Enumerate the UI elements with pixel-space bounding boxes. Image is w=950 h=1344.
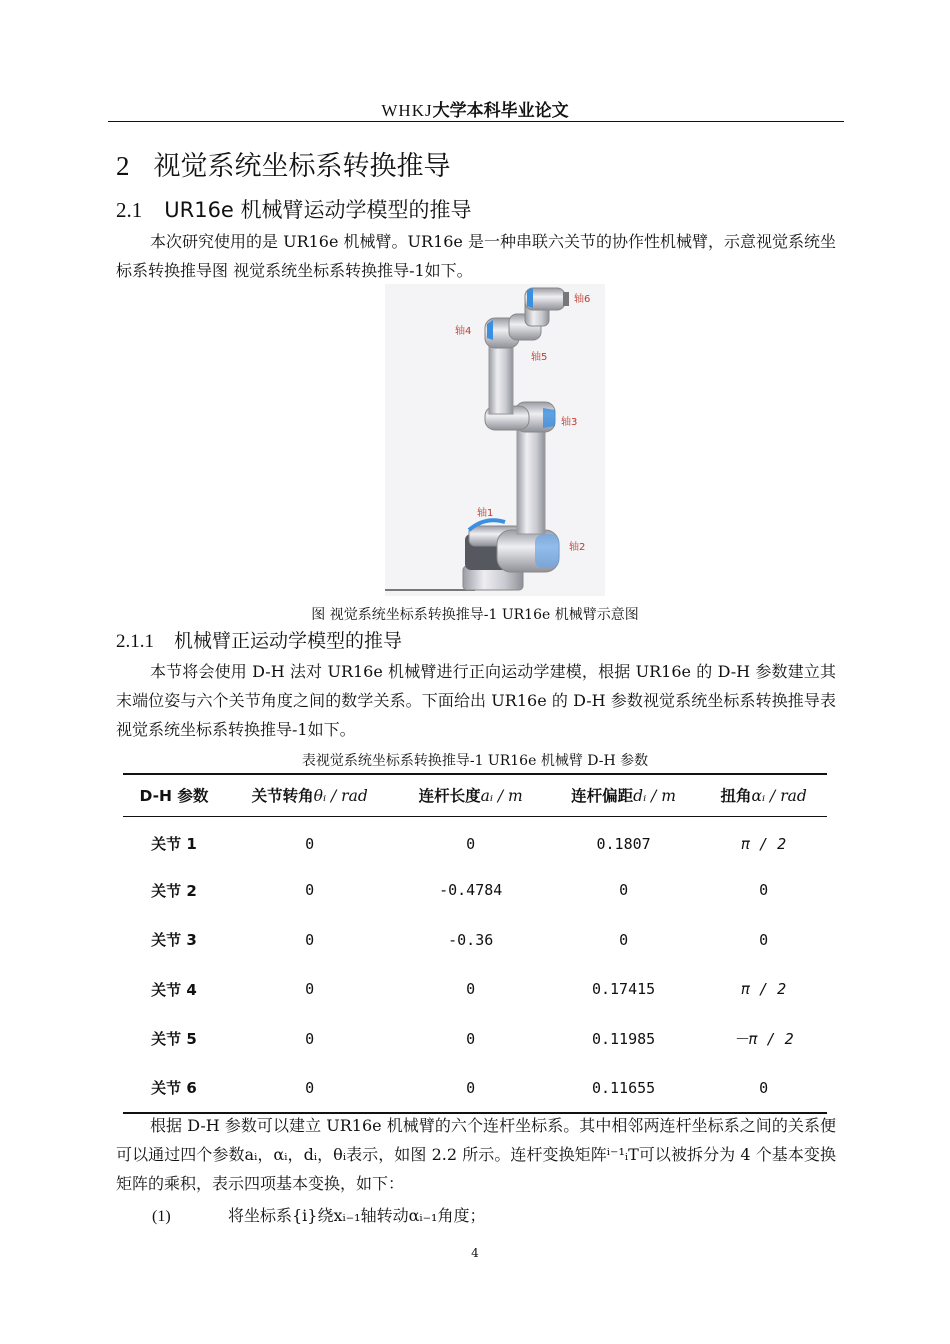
header-twist-angle — [700, 774, 827, 816]
header-joint-angle — [225, 774, 395, 816]
robot-arm-illustration — [385, 284, 605, 596]
section-number: 2.1 — [116, 198, 143, 222]
section-title: UR16e 机械臂运动学模型的推导 — [164, 198, 472, 222]
chapter-number: 2 — [116, 151, 130, 181]
header-link-length — [394, 774, 546, 816]
header-math: θᵢ / rad — [313, 787, 368, 806]
axis3-label: 轴3 — [561, 417, 578, 428]
table-cell: 0.11655 — [591, 1078, 656, 1097]
paragraph-link-frames — [116, 1111, 836, 1198]
table-row — [123, 866, 827, 916]
axis1-label: 轴1 — [477, 508, 494, 519]
table-cell: 0 — [466, 1078, 476, 1097]
table-cell: 0 — [305, 930, 315, 949]
header-rule — [108, 121, 844, 122]
dh-parameter-table — [123, 773, 827, 1114]
paragraph-intro — [116, 227, 836, 285]
paragraph-link-frames-text: 根据 D-H 参数可以建立 UR16e 机械臂的六个连杆坐标系。其中相邻两连杆坐标系之间的关系便可以通过四个参数aᵢ，αᵢ，dᵢ，θᵢ表示，如图 2.2 所示。连杆变换矩阵ⁱ⁻¹ᵢT可以被拆分为 4 个基本变换矩阵的乘积，表示四项基本变换，如下： — [116, 1116, 836, 1193]
table-cell: 0 — [305, 1078, 315, 1097]
header-math: αᵢ / rad — [751, 787, 807, 806]
running-header — [108, 96, 842, 121]
table-cell: 关节 1 — [151, 835, 197, 853]
axis5-label: 轴5 — [531, 352, 548, 363]
subsection-number: 2.1.1 — [116, 631, 154, 652]
table-header-row — [123, 774, 827, 816]
header-label: 连杆长度 — [418, 787, 481, 806]
chapter-heading — [116, 144, 451, 183]
table-cell: 0.11985 — [591, 1029, 656, 1048]
subsection-title: 机械臂正运动学模型的推导 — [174, 630, 403, 652]
paragraph-dh-intro-text: 本节将会使用 D-H 法对 UR16e 机械臂进行正向运动学建模，根据 UR16e 的 D-H 参数建立其末端位姿与六个关节角度之间的数学关系。下面给出 UR16e 的 D-H 参数视觉系统坐标系转换推导表视觉系统坐标系转换推导-1如下。 — [116, 662, 836, 739]
axis4-label: 轴4 — [455, 326, 472, 337]
header-dh-param — [123, 774, 225, 816]
header-label: 连杆偏距 — [571, 787, 634, 806]
header-math: aᵢ / m — [480, 787, 523, 806]
paragraph-intro-text: 本次研究使用的是 UR16e 机械臂。UR16e 是一种串联六关节的协作性机械臂，示意视觉系统坐标系转换推导图 视觉系统坐标系转换推导-1如下。 — [116, 232, 836, 280]
axis6-label: 轴6 — [574, 294, 591, 305]
header-label: 关节转角 — [251, 787, 314, 806]
paragraph-dh-intro — [116, 657, 836, 744]
header-link-offset — [547, 774, 700, 816]
table-cell: 关节 2 — [151, 881, 197, 900]
table-cell: 关节 5 — [151, 1030, 197, 1049]
header-latin: WHKJ — [381, 101, 433, 120]
chapter-title: 视觉系统坐标系转换推导 — [153, 151, 451, 182]
axis2-label: 轴2 — [569, 542, 586, 553]
table-row — [123, 1014, 827, 1064]
table-cell: 0 — [619, 881, 629, 900]
header-label: 扭角 — [720, 787, 752, 806]
table-cell: 0 — [466, 980, 476, 999]
robot-arm-figure — [385, 284, 605, 596]
table-cell: 0 — [466, 1029, 476, 1048]
table-cell: π / 2 — [741, 980, 787, 999]
table-cell: 关节 4 — [151, 980, 197, 999]
table-cell: -0.4784 — [439, 881, 503, 900]
table-cell: 0 — [305, 1029, 315, 1048]
table-row — [123, 1064, 827, 1114]
table-cell: π / 2 — [741, 834, 787, 853]
header-math: dᵢ / m — [633, 787, 676, 806]
table-cell: 0.1807 — [596, 834, 651, 853]
table-cell: 关节 6 — [151, 1079, 197, 1098]
subsection-heading — [116, 626, 402, 653]
table-cell: 0 — [759, 930, 769, 949]
table-cell: 0.17415 — [591, 980, 656, 999]
list-item-label: (1) — [152, 1208, 171, 1225]
table-cell: 0 — [305, 980, 315, 999]
table-cell: 0 — [759, 1078, 769, 1097]
table-cell: 0 — [305, 881, 315, 900]
table-cell: 0 — [466, 834, 476, 853]
table-row — [123, 915, 827, 965]
list-item — [152, 1203, 485, 1226]
list-item-text: 将坐标系{i}绕xᵢ₋₁轴转动αᵢ₋₁角度； — [228, 1206, 486, 1225]
table-cell: 0 — [619, 930, 629, 949]
table-row — [123, 816, 827, 866]
section-heading — [116, 194, 472, 224]
table-cell: -0.36 — [448, 930, 494, 949]
table-row — [123, 965, 827, 1015]
table-cell: 0 — [305, 834, 315, 853]
figure-caption: 图 视觉系统坐标系转换推导-1 UR16e 机械臂示意图 — [311, 607, 639, 623]
page-number: 4 — [471, 1246, 479, 1260]
table-caption: 表视觉系统坐标系转换推导-1 UR16e 机械臂 D-H 参数 — [301, 753, 649, 769]
header-label: D-H 参数 — [139, 787, 209, 806]
table-cell: 0 — [759, 881, 769, 900]
table-cell: 关节 3 — [151, 931, 197, 950]
table-cell: －π / 2 — [733, 1030, 794, 1049]
header-title: 大学本科毕业论文 — [432, 101, 569, 121]
